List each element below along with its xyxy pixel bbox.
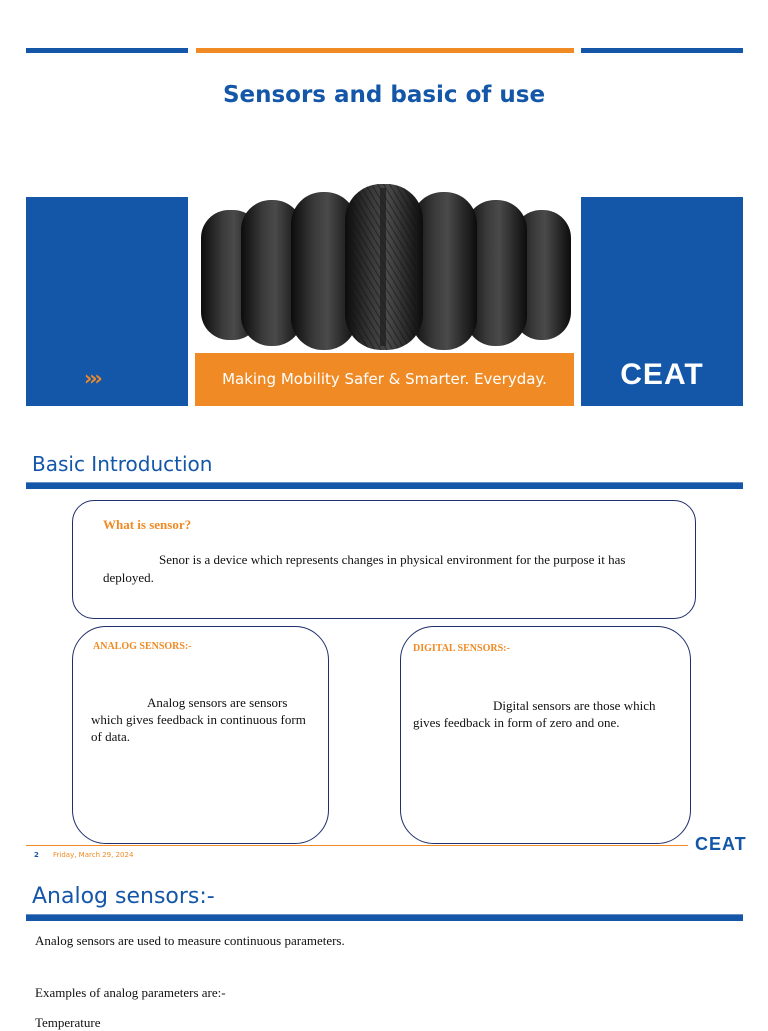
footer-rule (26, 845, 688, 846)
what-is-sensor-body (103, 551, 665, 587)
section-heading-basic-introduction: Basic Introduction (32, 452, 213, 476)
section-heading-analog-sensors: Analog sensors:- (32, 884, 215, 909)
what-is-sensor-heading: What is sensor? (103, 517, 192, 532)
footer-date: Friday, March 29, 2024 (53, 851, 134, 859)
body-line: Analog sensors are used to measure continuous parameters. (35, 933, 345, 948)
digital-sensors-box (400, 626, 691, 844)
ceat-footer-logo: CEAT (695, 834, 747, 854)
top-bar-left (26, 48, 188, 53)
blue-panel-left (26, 197, 188, 406)
top-bar-right (581, 48, 743, 53)
page-number: 2 (34, 851, 39, 859)
slide-title: Sensors and basic of use (222, 82, 546, 108)
chevron-arrows-icon: ››› (84, 366, 100, 390)
analog-sensors-body (91, 694, 310, 745)
heading-rule (26, 914, 743, 921)
analog-sensors-box (72, 626, 329, 844)
digital-sensors-heading: DIGITAL SENSORS:- (413, 643, 510, 654)
heading-rule (26, 482, 743, 489)
what-is-sensor-box (72, 500, 696, 619)
analog-sensors-text: Analog sensors are sensors which gives feedback in continuous form of data. (91, 695, 306, 744)
digital-sensors-body (413, 697, 678, 731)
body-line: Temperature (35, 1015, 101, 1030)
tagline-banner: Making Mobility Safer & Smarter. Everyday. (195, 353, 574, 406)
what-is-sensor-text: Senor is a device which represents changes in physical environment for the purpose it has deployed. (103, 552, 626, 585)
analog-sensors-heading: ANALOG SENSORS:- (93, 641, 192, 652)
top-bar-middle (196, 48, 574, 53)
body-line: Examples of analog parameters are:- (35, 985, 226, 1000)
digital-sensors-text: Digital sensors are those which gives feedback in form of zero and one. (413, 698, 656, 730)
tyres-image (195, 180, 574, 353)
ceat-logo: CEAT (620, 358, 704, 391)
